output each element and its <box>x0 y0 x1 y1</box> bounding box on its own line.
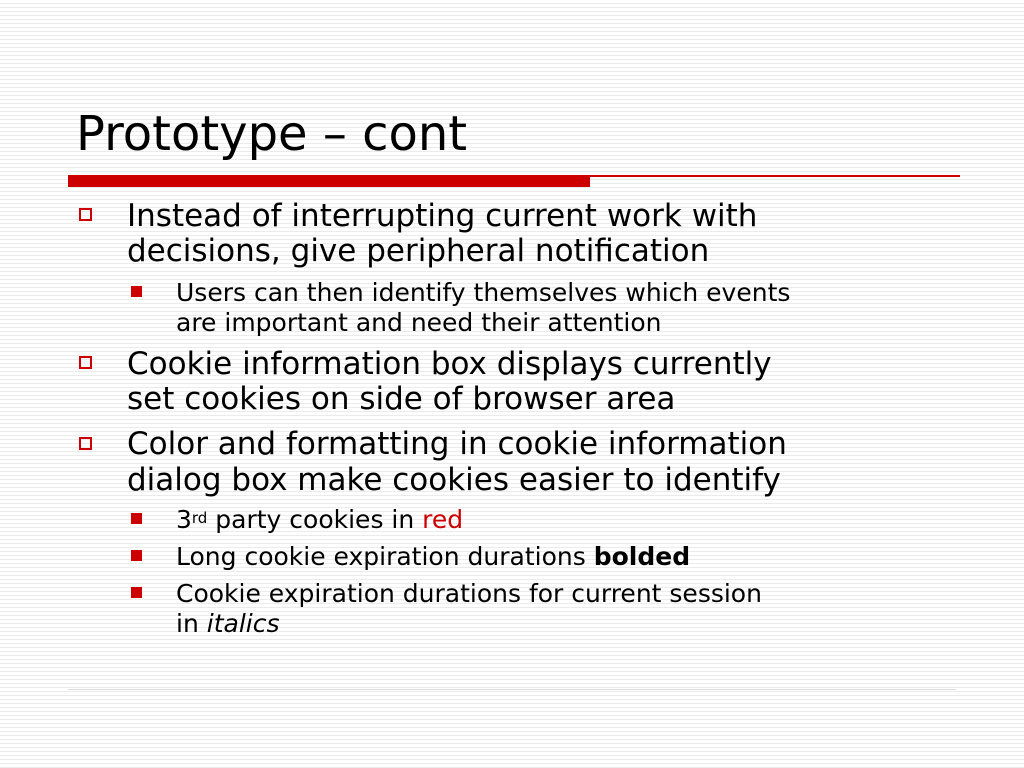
bold-emphasis: bolded <box>593 542 691 571</box>
hollow-square-bullet-icon <box>79 437 92 450</box>
bullet-1-line-1: Instead of interrupting current work with <box>127 198 758 234</box>
bullet-2-line-2: set cookies on side of browser area <box>127 381 676 417</box>
sub-bullet-3-3-prefix: in <box>176 609 207 638</box>
bullet-1-line-2: decisions, give peripheral notification <box>127 233 710 269</box>
hollow-square-bullet-icon <box>79 356 92 369</box>
filled-square-bullet-icon <box>131 587 142 598</box>
ordinal-suffix: rd <box>191 509 208 527</box>
bullet-3-line-2: dialog box make cookies easier to identify <box>127 462 781 498</box>
bullet-3-line-1: Color and formatting in cookie information <box>127 426 787 462</box>
sub-bullet-3-2 <box>176 542 966 572</box>
sub-bullet-3-2-text: Long cookie expiration durations <box>176 542 594 571</box>
footer-divider <box>68 689 956 690</box>
bullet-2-line-1: Cookie information box displays currently <box>127 346 772 382</box>
sub-bullet-3-3-line-2 <box>176 609 966 639</box>
sub-bullet-3-3-line-1: Cookie expiration durations for current session <box>176 579 762 608</box>
filled-square-bullet-icon <box>131 550 142 561</box>
italic-emphasis: italics <box>206 609 280 638</box>
sub-bullet-3-1-text: party cookies in <box>207 505 423 534</box>
sub-bullet-1-1-line-1: Users can then identify themselves which events <box>176 278 791 307</box>
filled-square-bullet-icon <box>131 513 142 524</box>
sub-bullet-3-1 <box>176 505 966 535</box>
slide-title: Prototype – cont <box>76 106 468 162</box>
red-emphasis: red <box>422 505 464 534</box>
sub-bullet-1-1-line-2: are important and need their attention <box>176 308 662 337</box>
filled-square-bullet-icon <box>131 286 142 297</box>
hollow-square-bullet-icon <box>79 208 92 221</box>
ordinal-number: 3 <box>176 505 192 534</box>
